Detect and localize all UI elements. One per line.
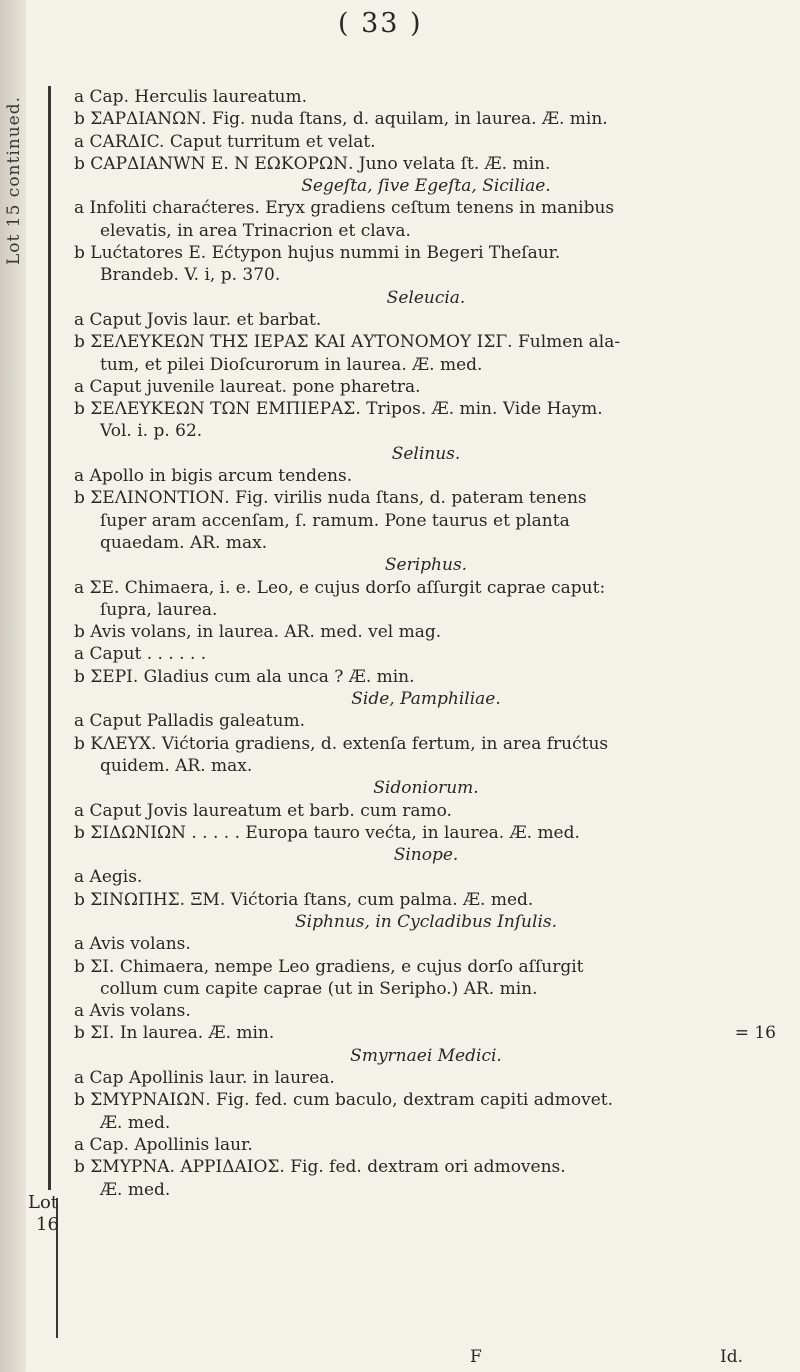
line-text: Æ. med. [100,1112,171,1133]
left-margin-strip [0,0,26,1372]
line-text: b ΣΕΛΕΥΚΕΩΝ ΤΗΣ ΙΕΡΑΣ ΚΑΙ ΑΥΤΟΝΟΜΟΥ ΙΣΓ. Fulmen ala- [74,332,621,353]
section-heading [56,911,796,933]
text-line [56,354,796,376]
line-text: b ΚΛΕΥΧ. Vićtoria gradiens, d. extenſa fertum, in area frućtus [74,733,609,754]
text-line [56,1156,796,1178]
line-text: quidem. AR. max. [100,755,253,776]
line-text: a Apollo in bigis arcum tendens. [74,466,353,487]
line-text: Brandeb. V. i, p. 370. [100,265,281,286]
text-line [56,1134,796,1156]
line-text: b ΣΜΥΡΝΑΙΩΝ. Fig. fed. cum baculo, dextram capiti admovet. [74,1090,614,1111]
section-heading [56,287,796,309]
text-line [56,153,796,175]
signature-mark: F [470,1347,482,1367]
line-text: Siphnus, in Cycladibus Inſulis. [294,911,558,932]
text-line [56,331,796,353]
text-line [56,510,796,532]
line-text: b ΣΕΛΕΥΚΕΩΝ ΤΩΝ ΕΜΠΙΕΡΑΣ. Tripos. Æ. min. Vide Haym. [74,399,603,420]
section-heading [56,1045,796,1067]
text-line [56,733,796,755]
text-line [56,978,796,1000]
line-text: b Avis volans, in laurea. AR. med. vel mag. [74,622,442,643]
text-line [56,621,796,643]
line-text: b ΣΙΝΩΠΗΣ. ΞΜ. Vićtoria ſtans, cum palma. Æ. med. [74,889,534,910]
text-line [56,1179,796,1201]
line-text: a Infoliti charaćteres. Eryx gradiens ceſtum tenens in manibus [74,198,615,219]
line-text: b ΣΙΔΩΝΙΩΝ . . . . . Europa tauro većta, in laurea. Æ. med. [74,822,580,843]
line-text: a Aegis. [74,867,143,888]
text-line [56,866,796,888]
text-line [56,822,796,844]
line-text: collum cum capite caprae (ut in Seripho.) AR. min. [100,978,538,999]
lot-total: = 16 [734,1023,776,1044]
line-text: a Avis volans. [74,1001,191,1022]
text-line [56,309,796,331]
text-line [56,108,796,130]
text-line [56,1067,796,1089]
line-text: quaedam. AR. max. [100,532,268,553]
text-line [56,398,796,420]
line-text: Sinope. [393,845,459,866]
text-line [56,242,796,264]
line-text: b CAPΔIANWN E. Ν ΕΩΚΟΡΩΝ. Juno velata ſt. Æ. min. [74,153,551,174]
text-line [56,643,796,665]
text-line [56,197,796,219]
text-line [56,532,796,554]
line-text: a Caput Jovis laureatum et barb. cum ramo. [74,800,452,821]
line-text: Æ. med. [100,1179,171,1200]
text-line [56,465,796,487]
line-text: Seleucia. [386,287,466,308]
lot-label: Lot [28,1192,59,1213]
line-text: a ΣΕ. Chimaera, i. e. Leo, e cujus dorſo aſſurgit caprae caput: [74,577,606,598]
section-heading [56,443,796,465]
line-text: Sidoniorum. [373,778,479,799]
text-line [56,376,796,398]
text-line [56,264,796,286]
text-line [56,933,796,955]
section-heading [56,175,796,197]
line-text: tum, et pilei Dioſcurorum in laurea. Æ. med. [100,354,483,375]
line-text: a Caput juvenile laureat. pone pharetra. [74,376,421,397]
margin-note: Lot 15 continued. [4,95,24,265]
text-line [56,956,796,978]
line-text: b ΣΕΛΙΝΟΝΤΙΟΝ. Fig. virilis nuda ſtans, d. pateram tenens [74,488,587,509]
text-line [56,1089,796,1111]
text-line [56,710,796,732]
line-text: a Avis volans. [74,934,191,955]
text-line [56,666,796,688]
bracket-rule [48,86,51,1190]
line-text: a Cap. Apollinis laur. [74,1134,253,1155]
line-text: a Caput Jovis laur. et barbat. [74,309,322,330]
line-text: ſupra, laurea. [100,599,218,620]
text-line [56,131,796,153]
line-text: b Lućtatores E. Ećtypon hujus nummi in Begeri Theſaur. [74,243,561,264]
line-text: a Cap Apollinis laur. in laurea. [74,1068,335,1089]
line-text: Seriphus. [384,555,468,576]
line-text: b ΣΑΡΔΙΑΝΩΝ. Fig. nuda ſtans, d. aquilam, in laurea. Æ. min. [74,109,608,130]
catalogue-text [56,86,796,1201]
line-text: a Caput . . . . . . [74,644,207,665]
text-line [56,755,796,777]
line-text: a CARΔIC. Caput turritum et velat. [74,131,376,152]
text-line [56,420,796,442]
text-line [56,487,796,509]
line-text: b ΣΜΥΡΝΑ. ΑΡΡΙΔΑΙΟΣ. Fig. fed. dextram ori admovens. [74,1157,566,1178]
section-heading [56,777,796,799]
line-text: b ΣΙ. Chimaera, nempe Leo gradiens, e cujus dorſo aſſurgit [74,956,584,977]
line-text: Vol. i. p. 62. [100,421,203,442]
section-heading [56,554,796,576]
catchword: Id. [720,1347,744,1367]
section-heading [56,688,796,710]
line-text: b ΣΕΡΙ. Gladius cum ala unca ? Æ. min. [74,666,415,687]
line-text: a Caput Palladis galeatum. [74,711,305,732]
text-line [56,86,796,108]
line-text: ſuper aram accenſam, ſ. ramum. Pone taurus et planta [100,510,570,531]
line-text: Selinus. [391,443,461,464]
text-line [56,1112,796,1134]
text-line [56,599,796,621]
line-text: Segeſta, ſive Egeſta, Siciliae. [301,176,551,197]
text-line [56,1022,796,1044]
page-number: ( 33 ) [338,8,423,39]
line-text: Side, Pamphiliae. [351,689,501,710]
text-line [56,220,796,242]
text-line [56,1000,796,1022]
line-text: elevatis, in area Trinacrion et clava. [100,220,411,241]
line-text: b ΣΙ. In laurea. Æ. min. [74,1023,275,1044]
text-line [56,577,796,599]
line-text: Smyrnaei Medici. [350,1045,502,1066]
line-text: a Cap. Herculis laureatum. [74,87,308,107]
text-line [56,889,796,911]
lot-number: 16 [36,1214,59,1235]
text-line [56,800,796,822]
section-heading [56,844,796,866]
